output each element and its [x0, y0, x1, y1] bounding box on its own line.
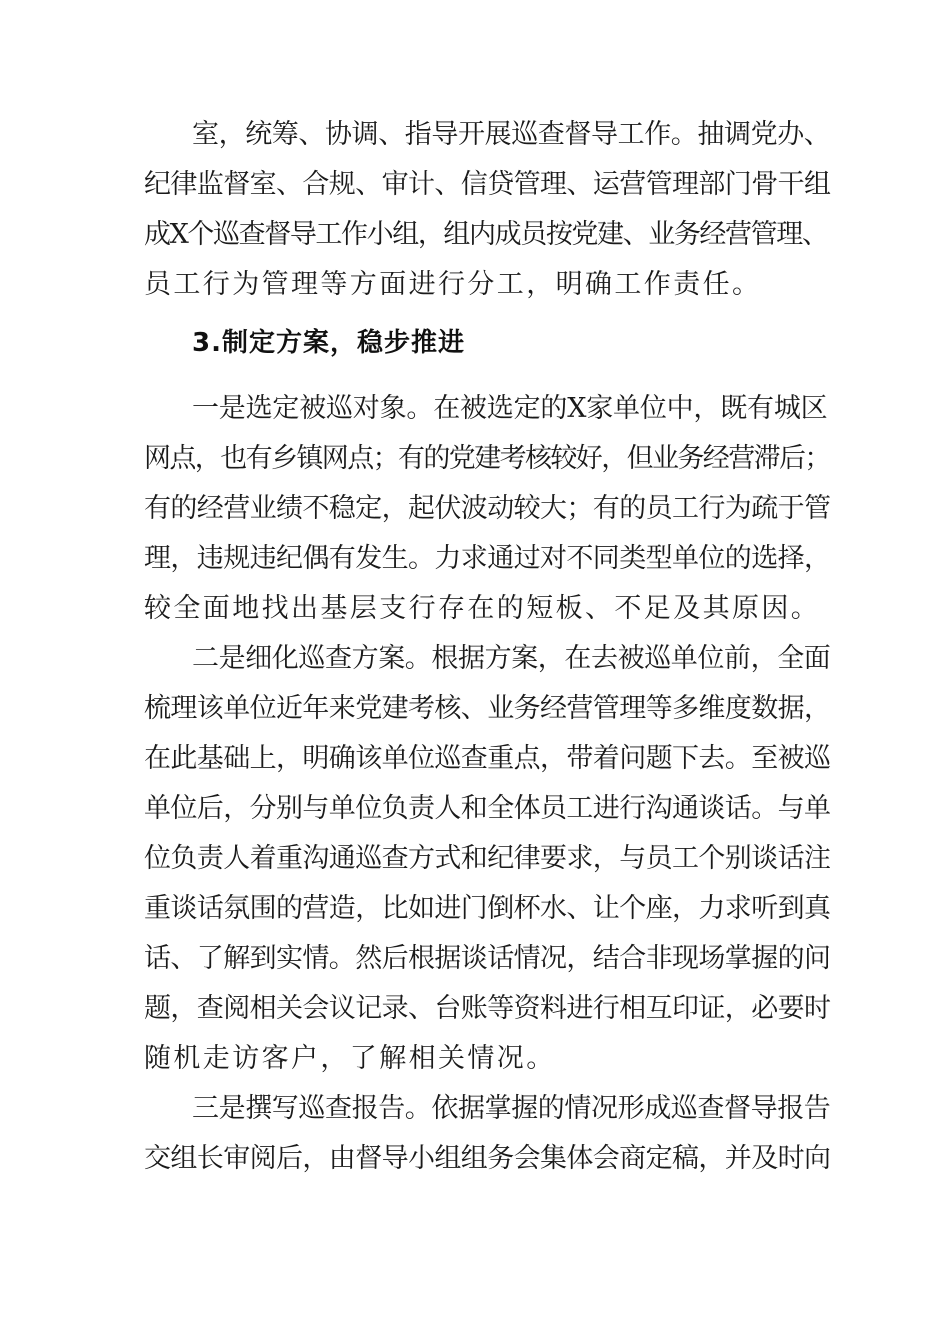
para3-line-3: 在此基础上，明确该单位巡查重点，带着问题下去。至被巡 [144, 743, 831, 774]
para2-line-1: 一是选定被巡对象。在被选定的X家单位中，既有城区 [192, 393, 828, 424]
para2-line-3: 有的经营业绩不稳定，起伏波动较大；有的员工行为疏于管 [144, 493, 831, 524]
para3-line-5: 位负责人着重沟通巡查方式和纪律要求，与员工个别谈话注 [144, 843, 831, 874]
para2-line-4: 理，违规违纪偶有发生。力求通过对不同类型单位的选择， [144, 543, 831, 574]
para3-line-8: 题，查阅相关会议记录、台账等资料进行相互印证，必要时 [144, 993, 831, 1024]
section-heading: 3.制定方案，稳步推进 [192, 328, 465, 358]
para3-line-7: 话、了解到实情。然后根据谈话情况，结合非现场掌握的问 [144, 943, 831, 974]
para1-line-2: 纪律监督室、合规、审计、信贷管理、运营管理部门骨干组 [144, 169, 831, 200]
para1-line-1: 室，统筹、协调、指导开展巡查督导工作。抽调党办、 [192, 119, 831, 150]
para4-line-2: 交组长审阅后，由督导小组组务会集体会商定稿，并及时向 [144, 1143, 831, 1174]
para3-line-1: 二是细化巡查方案。根据方案，在去被巡单位前，全面 [192, 643, 831, 674]
para3-line-9: 随机走访客户，了解相关情况。 [144, 1043, 556, 1074]
para1-line-3: 成X个巡查督导工作小组，组内成员按党建、业务经营管理、 [144, 219, 828, 250]
para2-line-2: 网点，也有乡镇网点；有的党建考核较好，但业务经营滞后； [144, 443, 830, 474]
para3-line-2: 梳理该单位近年来党建考核、业务经营管理等多维度数据， [144, 693, 831, 724]
para3-line-6: 重谈话氛围的营造，比如进门倒杯水、让个座，力求听到真 [144, 893, 831, 924]
para1-line-4: 员工行为管理等方面进行分工，明确工作责任。 [144, 269, 762, 300]
para3-line-4: 单位后，分别与单位负责人和全体员工进行沟通谈话。与单 [144, 793, 831, 824]
para2-line-5: 较全面地找出基层支行存在的短板、不足及其原因。 [144, 593, 821, 624]
para4-line-1: 三是撰写巡查报告。依据掌握的情况形成巡查督导报告 [192, 1093, 831, 1124]
